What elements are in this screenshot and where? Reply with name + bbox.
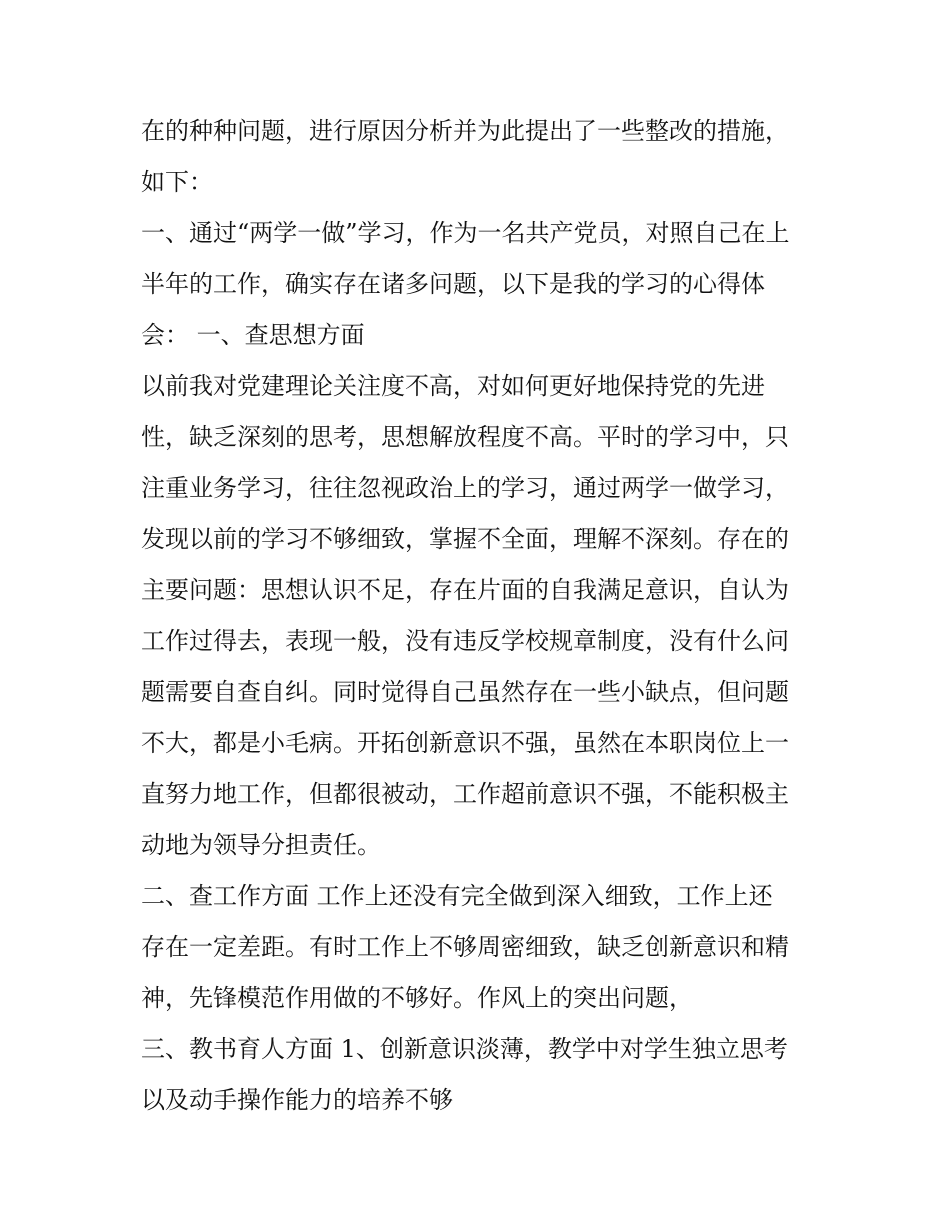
text-line: 以及动手操作能力的培养不够 [141,1086,453,1114]
text-line: 半年的工作，确实存在诸多问题，以下是我的学习的心得体 [141,270,765,298]
text-line: 如下： [141,168,213,196]
text-line: 性，缺乏深刻的思考，思想解放程度不高。平时的学习中，只 [141,423,789,451]
text-line: 二、查工作方面 工作上还没有完全做到深入细致，工作上还 [141,882,773,910]
text-line: 动地为领导分担责任。 [141,831,381,859]
text-line: 以前我对党建理论关注度不高，对如何更好地保持党的先进 [141,372,765,400]
text-line: 工作过得去，表现一般，没有违反学校规章制度，没有什么问 [141,627,789,655]
text-line: 不大，都是小毛病。开拓创新意识不强，虽然在本职岗位上一 [141,729,789,757]
body-text [141,106,821,1126]
text-line: 在的种种问题，进行原因分析并为此提出了一些整改的措施， [141,117,789,145]
text-line: 直努力地工作，但都很被动，工作超前意识不强，不能积极主 [141,780,789,808]
text-line: 发现以前的学习不够细致，掌握不全面，理解不深刻。存在的 [141,525,789,553]
text-line: 注重业务学习，往往忽视政治上的学习，通过两学一做学习， [141,474,789,502]
text-line: 三、教书育人方面 1、创新意识淡薄，教学中对学生独立思考 [141,1035,788,1063]
text-line: 题需要自查自纠。同时觉得自己虽然存在一些小缺点，但问题 [141,678,789,706]
text-line: 一、通过“两学一做”学习，作为一名共产党员，对照自己在上 [141,219,790,247]
text-line: 存在一定差距。有时工作上不够周密细致，缺乏创新意识和精 [141,933,789,961]
text-line: 神，先锋模范作用做的不够好。作风上的突出问题， [141,984,693,1012]
text-line: 会： 一、查思想方面 [141,321,365,349]
text-line: 主要问题：思想认识不足，存在片面的自我满足意识，自认为 [141,576,789,604]
